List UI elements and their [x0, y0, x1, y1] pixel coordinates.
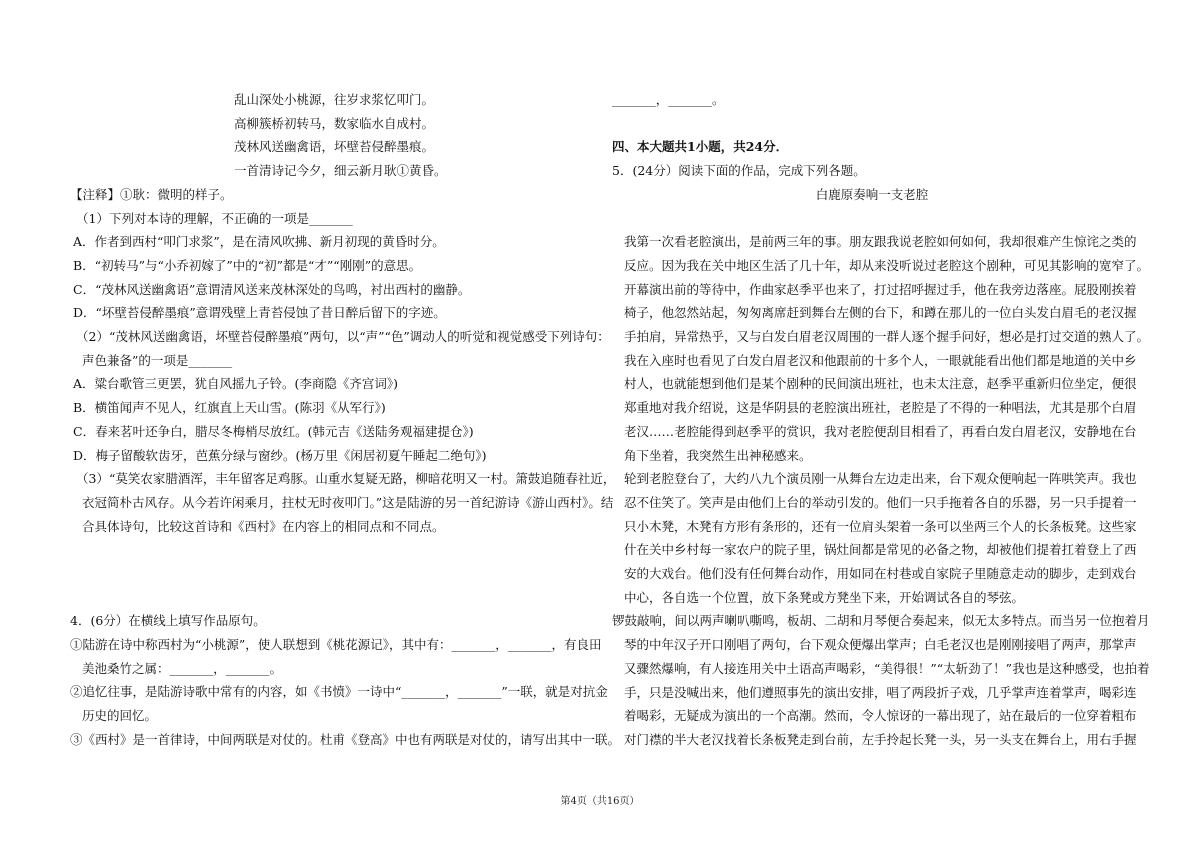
poem-note: 【注释】①耿：微明的样子。: [70, 186, 233, 202]
question-1-option-b: B．“初转马”与“小乔初嫁了”中的“初”都是“才”“刚刚”的意思。: [73, 257, 422, 273]
question-4-title: 4．(6分）在横线上填写作品原句。: [70, 613, 266, 629]
question-4-item: ①陆游在诗中称西村为“小桃源”，使人联想到《桃花源记》，其中有：_______，_______，有良田: [70, 637, 602, 653]
question-4-item: 美池桑竹之属：_______，_______。: [82, 660, 283, 676]
article-line: 中心，各自选一个位置，放下条凳或方凳坐下来，开始调试各自的琴弦。: [624, 589, 1025, 605]
article-line: 角下坐着，我突然生出神秘感来。: [624, 447, 812, 463]
question-1-option-c: C．“茂林风送幽禽语”意谓清风送来茂林深处的鸟鸣，衬出西村的幽静。: [73, 281, 471, 297]
question-2-option-a: A．粱台歌管三更罢，犹自风摇九子铃。(李商隐《齐宫词》): [73, 376, 399, 392]
article-line: 安的大戏台。他们没有任何舞台动作，用如同在村巷或自家院子里随意走动的脚步，走到戏台: [624, 566, 1137, 582]
article-line: 村人，也就能想到他们是某个剧种的民间演出班社，也未太注意，赵季平重新归位坐定，便很: [624, 376, 1137, 392]
article-line: 开幕演出前的等待中，作曲家赵季平也来了，打过招呼握过手，他在我旁边落座。屁股刚挨着: [624, 281, 1137, 297]
article-line: 只小木凳，木凳有方形有条形的，还有一位肩头架着一条可以坐两三个人的长条板凳。这些家: [624, 518, 1137, 534]
article-line: 琴的中年汉子开口刚唱了两句，台下观众便爆出掌声；白毛老汉也是刚刚接唱了两声，那掌声: [624, 637, 1137, 653]
question-3-line: 衣冠简朴古风存。从今若许闲乘月，拄杖无时夜叩门。”这是陆游的另一首纪游诗《游山西村》。结: [82, 494, 614, 510]
article-line: 手，只是没喊出来，他们遵照事先的演出安排，唱了两段折子戏，几乎掌声连着掌声，喝彩连: [624, 684, 1137, 700]
question-3-line: （3）“莫笑农家腊酒浑，丰年留客足鸡豚。山重水复疑无路，柳暗花明又一村。箫鼓追随春社近，: [76, 471, 616, 487]
question-2-option-d: D．梅子留酸软齿牙，芭蕉分绿与窗纱。(杨万里《闲居初夏午睡起二绝句》): [73, 447, 487, 463]
poem-line: 高柳簇桥初转马，数家临水自成村。: [234, 115, 435, 131]
question-4-item: ③《西村》是一首律诗，中间两联是对仗的。杜甫《登高》中也有两联是对仗的，请写出其中一联。: [70, 731, 621, 747]
article-line: 又骤然爆响，有人接连用关中土语高声喝彩，“美得很！”“太斩劲了！”我也是这种感受，也拍着: [624, 660, 1150, 676]
article-line: 郑重地对我介绍说，这是华阴县的老腔演出班社，老腔是了不得的一种唱法，尤其是那个白眉: [624, 400, 1137, 416]
question-1-stem: （1）下列对本诗的理解，不正确的一项是_______: [76, 210, 353, 226]
poem-line: 乱山深处小桃源，往岁求浆忆叩门。: [234, 92, 435, 107]
question-1-option-d: D．“坏壁苔侵醉墨痕”意谓残壁上青苔侵蚀了昔日醉后留下的字迹。: [73, 305, 446, 321]
article-title: 白鹿原奏响一支老腔: [815, 186, 929, 202]
right-column: [612, 88, 1150, 752]
question-2-option-c: C．春来茗叶还争白，腊尽冬梅梢尽放红。(韩元吉《送陆务观福建提仓》): [73, 423, 474, 439]
question-2-stem-cont: 声色兼备”的一项是_______: [82, 352, 233, 368]
question-2-option-b: B．横笛闻声不见人，红旗直上天山雪。(陈羽《从军行》): [73, 400, 386, 416]
article-line: 我在入座时也看见了白发白眉老汉和他跟前的十多个人，一眼就能看出他们都是地道的关中乡: [624, 352, 1137, 368]
answer-blank: _______，_______。: [612, 92, 725, 107]
article-line: 轮到老腔登台了，大约八九个演员刚一从舞台左边走出来，台下观众便响起一阵哄笑声。我也: [624, 471, 1137, 487]
left-column: [70, 88, 621, 752]
article-paragraph-2: [612, 467, 1137, 609]
article-line: 我第一次看老腔演出，是前两三年的事。朋友跟我说老腔如何如何，我却很难产生惊诧之类的: [624, 234, 1137, 250]
poem-line: 一首清诗记今夕，细云新月耿①黄昏。: [234, 163, 447, 179]
article-paragraph-1: [612, 230, 1150, 467]
question-4-item: ②追忆往事，是陆游诗歌中常有的内容，如《书愤》一诗中“_______，_______”一联，就是对抗金: [70, 684, 608, 700]
article-line: 老汉……老腔能得到赵季平的赏识，我对老腔便刮目相看了，再看白发白眉老汉，安静地在台: [624, 423, 1137, 439]
article-line: 椅子，他忽然站起，匆匆离席赶到舞台左侧的台下，和蹲在那儿的一位白头发白眉毛的老汉握: [624, 305, 1137, 321]
question-1-option-a: A．作者到西村“叩门求浆”，是在清风吹拂、新月初现的黄昏时分。: [73, 234, 445, 250]
question-4-item: 历史的回忆。: [82, 708, 158, 724]
poem-line: 茂林风送幽禽语，坏壁苔侵醉墨痕。: [234, 139, 435, 155]
article-line: 反应。因为我在关中地区生活了几十年，却从来没听说过老腔这个剧种，可见其影响的宽窄了。: [624, 257, 1150, 273]
question-2-stem: （2）“茂林风送幽禽语，坏壁苔侵醉墨痕”两句，以“声”“色”调动人的听觉和视觉感受下列诗句：: [76, 329, 610, 345]
article-line: 什在关中乡村每一家农户的院子里，锅灶间都是常见的必备之物，却被他们提着扛着登上了西: [624, 542, 1137, 558]
article-line: 锣鼓敲响，间以两声喇叭嘶鸣，板胡、二胡和月琴便合奏起来，似无太多特点。而当另一位抱着月: [612, 613, 1150, 629]
page-footer: 第4页（共16页）: [560, 796, 640, 807]
question-3-line: 合具体诗句，比较这首诗和《西村》在内容上的相同点和不同点。: [82, 518, 445, 534]
article-paragraph-3: [612, 609, 1150, 751]
article-line: 着喝彩，无疑成为演出的一个高潮。然而，令人惊讶的一幕出现了，站在最后的一位穿着粗布: [624, 708, 1137, 724]
section-heading: 四、本大题共1小题，共24分．: [612, 139, 789, 155]
article-line: 手拍肩，异常热乎，又与白发白眉老汉周围的一群人逐个握手问好，想必是打过交道的熟人了。: [624, 329, 1150, 344]
article-line: 忍不住笑了。笑声是由他们上台的举动引发的。他们一只手拖着各自的乐器，另一只手提着一: [624, 494, 1137, 510]
article-line: 对门襟的半大老汉找着长条板凳走到台前，左手拎起长凳一头，另一头支在舞台上，用右手握: [624, 731, 1137, 747]
question-5-title: 5．(24分）阅读下面的作品，完成下列各题。: [612, 163, 866, 179]
answer-space: [70, 538, 590, 609]
